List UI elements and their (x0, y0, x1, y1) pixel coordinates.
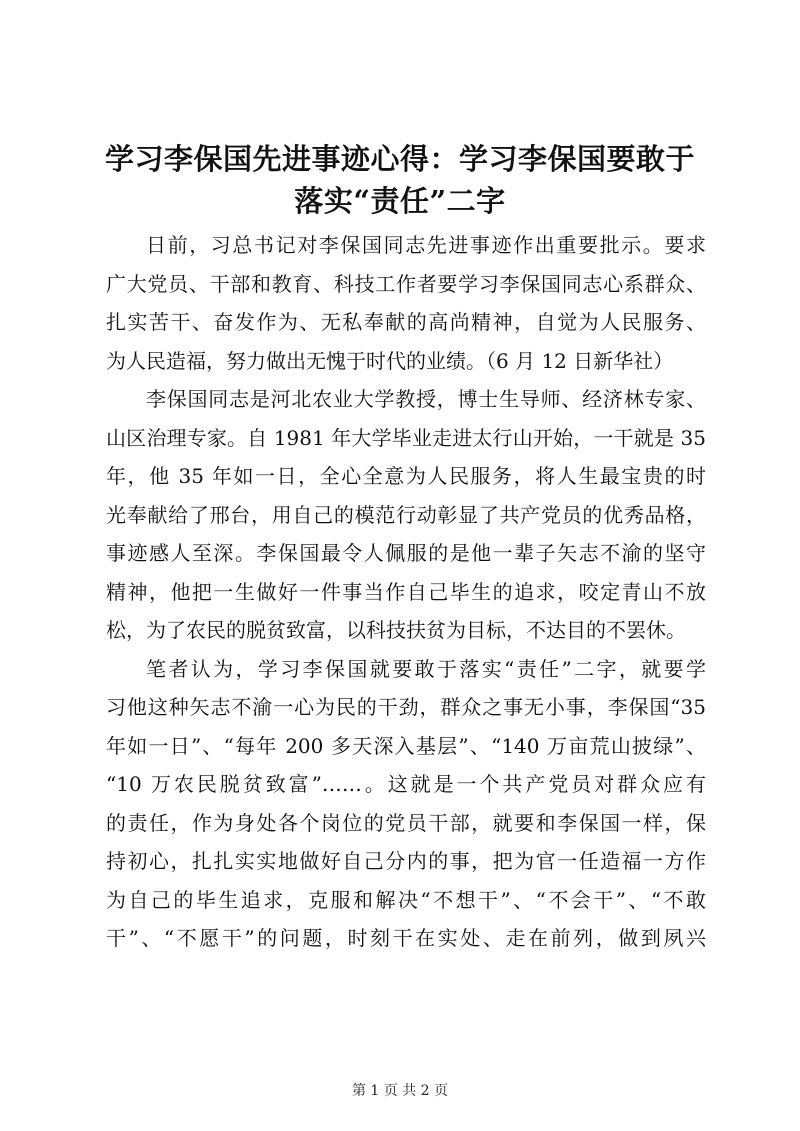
page-title (100, 138, 700, 222)
paragraph (106, 650, 706, 958)
paragraph-line: 日前，习总书记对李保国同志先进事迹作出重要批示。要求 (146, 233, 706, 257)
paragraph-line: 李保国同志是河北农业大学教授，博士生导师、经济林专家、 (146, 387, 706, 411)
title-line: 学习李保国先进事迹心得：学习李保国要敢于 (104, 142, 695, 176)
paragraph-line: 为自己的毕生追求，克服和解决“不想干”、“不会干”、“不敢 (106, 887, 706, 912)
paragraph-line: 的责任，作为身处各个岗位的党员干部，就要和李保国一样，保 (106, 810, 706, 835)
paragraph-line: 事迹感人至深。李保国最令人佩服的是他一辈子矢志不渝的坚守 (106, 541, 706, 565)
page-footer: 第 1 页 共 2 页 (351, 1083, 449, 1099)
paragraph-line: 光奉献给了邢台，用自己的模范行动彰显了共产党员的优秀品格， (106, 502, 706, 527)
paragraph (106, 380, 706, 650)
paragraph-line: 持初心，扎扎实实地做好自己分内的事，把为官一任造福一方作 (106, 849, 706, 873)
paragraph-line: 干”、“不愿干”的问题，时刻干在实处、走在前列，做到夙兴 (106, 926, 706, 950)
paragraph-line: 广大党员、干部和教育、科技工作者要学习李保国同志心系群众、 (106, 271, 706, 296)
paragraph-line: 山区治理专家。自 1981 年大学毕业走进太行山开始，一干就是 35 (106, 425, 706, 450)
paragraph-line: 年，他 35 年如一日，全心全意为人民服务，将人生最宝贵的时 (106, 464, 706, 488)
paragraph-line: 年如一日”、“每年 200 多天深入基层”、“140 万亩荒山披绿”、 (106, 733, 706, 758)
paragraph (106, 226, 706, 380)
paragraph-line: 精神，他把一生做好一件事当作自己毕生的追求，咬定青山不放 (106, 579, 706, 604)
paragraph-line: 习他这种矢志不渝一心为民的干劲，群众之事无小事，李保国“35 (106, 695, 706, 719)
paragraph-line: “10 万农民脱贫致富”……。这就是一个共产党员对群众应有 (106, 772, 706, 796)
paragraph-line: 扎实苦干、奋发作为、无私奉献的高尚精神，自觉为人民服务、 (106, 310, 706, 334)
paragraph-line: 松，为了农民的脱贫致富，以科技扶贫为目标，不达目的不罢休。 (106, 618, 686, 642)
document-body (106, 226, 706, 958)
title-line: 落实“责任”二字 (294, 184, 506, 218)
paragraph-line: 笔者认为，学习李保国就要敢于落实“责任”二字，就要学 (146, 656, 706, 681)
paragraph-line: 为人民造福，努力做出无愧于时代的业绩。（6 月 12 日新华社） (106, 348, 674, 373)
